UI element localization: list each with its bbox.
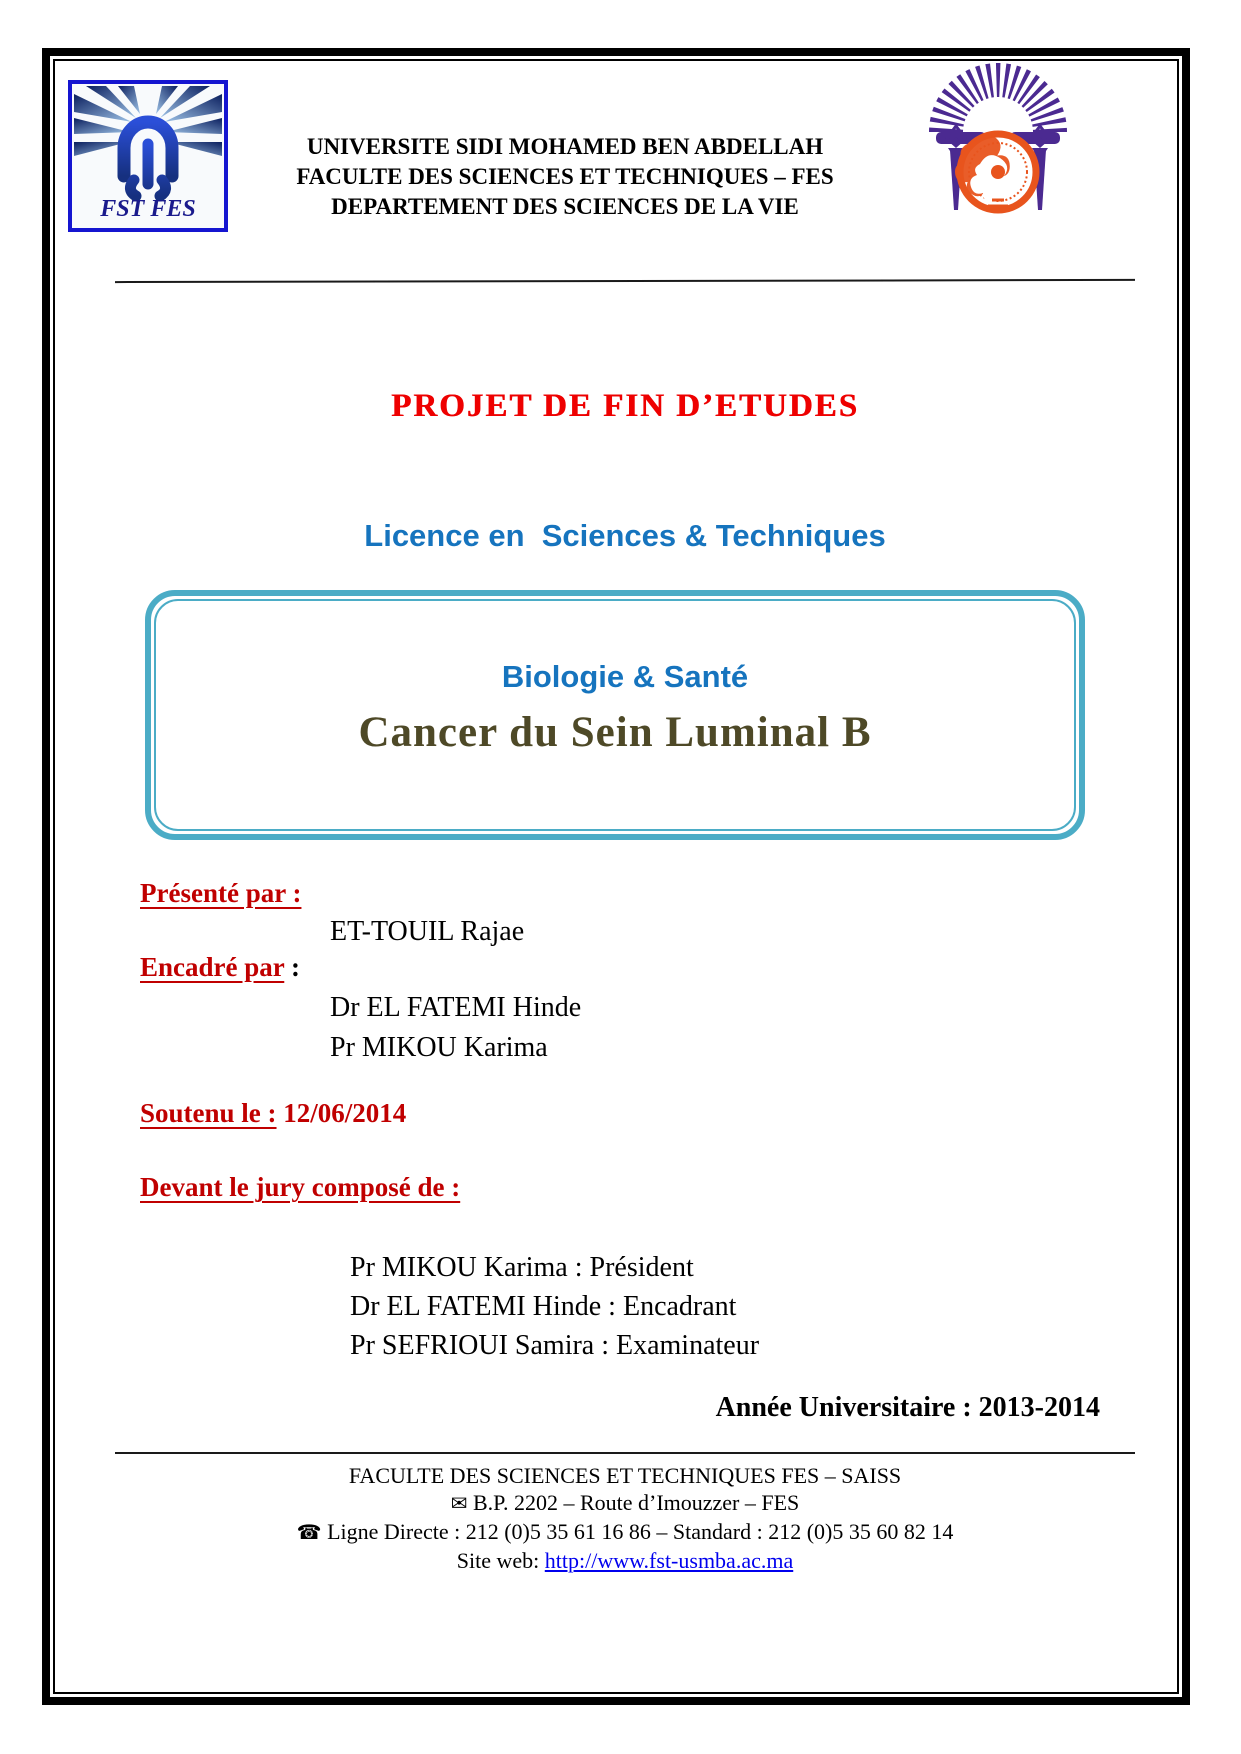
website-label: Site web: [456,1548,545,1573]
footer [115,1462,1135,1574]
department-name: DEPARTEMENT DES SCIENCES DE LA VIE [331,194,799,219]
fst-fes-logo-graphic [72,84,224,228]
project-title: PROJET DE FIN D’ETUDES [391,388,859,424]
jury-member-3: Pr SEFRIOUI Samira : Examinateur [350,1330,760,1361]
usmba-seal-logo [928,60,1068,238]
jury-list [350,1248,759,1365]
jury-label: Devant le jury composé de : [140,1172,461,1202]
jury-member-2: Dr EL FATEMI Hinde : Encadrant [350,1291,737,1322]
defense-date-label: Soutenu le : [140,1098,277,1128]
usmba-seal-graphic [928,60,1068,238]
supervised-by-colon: : [284,952,301,982]
thesis-title: Cancer du Sein Luminal B [358,709,872,756]
footer-phone-text: Ligne Directe : 212 (0)5 35 61 16 86 – Standard : 212 (0)5 35 60 82 14 [321,1519,954,1544]
university-header [240,132,890,222]
degree-line-1: Licence en Sciences & Techniques [364,518,886,553]
footer-website-line [115,1547,1135,1574]
jury-member-1: Pr MIKOU Karima : Président [350,1252,694,1283]
page-border [42,48,1190,1705]
supervisor-1: Dr EL FATEMI Hinde [330,992,582,1023]
faculty-name: FACULTE DES SCIENCES ET TECHNIQUES – FES [296,164,834,189]
thesis-title-box [145,590,1085,840]
seal-emblem [955,134,1036,210]
phone-icon: ☎ [296,1522,322,1544]
university-name: UNIVERSITE SIDI MOHAMED BEN ABDELLAH [306,134,824,159]
page-border-inner [53,59,1179,1694]
supervisor-2: Pr MIKOU Karima [330,1032,548,1063]
presented-by-label: Présenté par : [140,878,302,908]
mail-icon: ✉ [450,1493,468,1515]
presented-by-name: ET-TOUIL Rajae [330,916,525,947]
footer-phone-line [115,1518,1135,1547]
footer-address-text: B.P. 2202 – Route d’Imouzzer – FES [467,1490,800,1515]
academic-year: Année Universitaire : 2013-2014 [715,1392,1100,1423]
footer-address-line [115,1489,1135,1518]
seal-rays [946,80,1050,132]
fst-fes-logo [68,80,228,232]
supervised-by-line [140,952,300,983]
defense-date-value: 12/06/2014 [276,1098,407,1128]
degree-line-2: Biologie & Santé [501,659,749,694]
supervised-by-label: Encadré par [140,952,285,982]
footer-faculty-line: FACULTE DES SCIENCES ET TECHNIQUES FES – SAISS [348,1463,902,1488]
fst-fes-logo-label: FST FES [100,196,196,222]
footer-divider [115,1452,1135,1454]
website-link[interactable]: http://www.fst-usmba.ac.ma [544,1548,794,1573]
thesis-title-box-inner [154,599,1076,831]
defense-date-line [140,1098,406,1129]
